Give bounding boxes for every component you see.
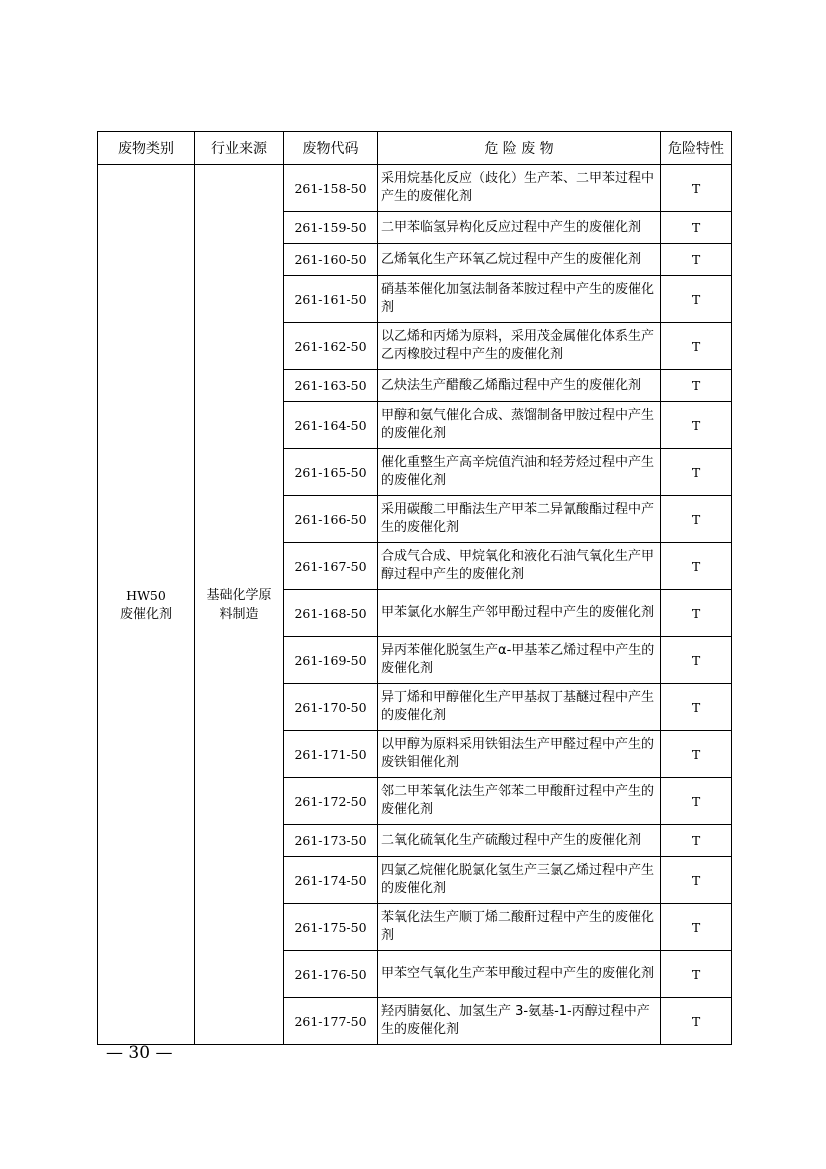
page-number: — 30 — (106, 1043, 173, 1063)
hazard-property-cell: T (661, 402, 732, 449)
industry-source-line: 料制造 (219, 606, 259, 622)
waste-category-name: 废催化剂 (119, 606, 172, 622)
hazard-property-cell: T (661, 244, 732, 276)
header-hazardous-waste: 危 险 废 物 (378, 132, 661, 165)
waste-code-cell: 261-159-50 (284, 212, 378, 244)
header-waste-code: 废物代码 (284, 132, 378, 165)
waste-description-cell: 采用烷基化反应（歧化）生产苯、二甲苯过程中产生的废催化剂 (378, 165, 661, 212)
waste-description-cell: 苯氧化法生产顺丁烯二酸酐过程中产生的废催化剂 (378, 904, 661, 951)
waste-code-cell: 261-168-50 (284, 590, 378, 637)
waste-description-cell: 合成气合成、甲烷氧化和液化石油气氧化生产甲醇过程中产生的废催化剂 (378, 543, 661, 590)
waste-description-cell: 以乙烯和丙烯为原料，采用茂金属催化体系生产乙丙橡胶过程中产生的废催化剂 (378, 323, 661, 370)
waste-description-cell: 甲苯氯化水解生产邻甲酚过程中产生的废催化剂 (378, 590, 661, 637)
hazard-property-cell: T (661, 590, 732, 637)
waste-code-cell: 261-163-50 (284, 370, 378, 402)
waste-description-cell: 邻二甲苯氧化法生产邻苯二甲酸酐过程中产生的废催化剂 (378, 778, 661, 825)
waste-category-code: HW50 (126, 587, 166, 603)
waste-code-cell: 261-161-50 (284, 276, 378, 323)
waste-code-cell: 261-167-50 (284, 543, 378, 590)
waste-code-cell: 261-169-50 (284, 637, 378, 684)
waste-code-cell: 261-175-50 (284, 904, 378, 951)
industry-source-cell (195, 165, 284, 1045)
waste-code-cell: 261-176-50 (284, 951, 378, 998)
header-industry-source: 行业来源 (195, 132, 284, 165)
waste-code-cell: 261-158-50 (284, 165, 378, 212)
waste-code-cell: 261-177-50 (284, 998, 378, 1045)
waste-category-cell (98, 165, 195, 1045)
hazard-property-cell: T (661, 496, 732, 543)
header-waste-category: 废物类别 (98, 132, 195, 165)
header-hazard-property: 危险特性 (661, 132, 732, 165)
hazard-property-cell: T (661, 951, 732, 998)
waste-description-cell: 硝基苯催化加氢法制备苯胺过程中产生的废催化剂 (378, 276, 661, 323)
hazard-property-cell: T (661, 731, 732, 778)
hazard-property-cell: T (661, 857, 732, 904)
waste-description-cell: 四氯乙烷催化脱氯化氢生产三氯乙烯过程中产生的废催化剂 (378, 857, 661, 904)
hazard-property-cell: T (661, 637, 732, 684)
waste-description-cell: 采用碳酸二甲酯法生产甲苯二异氰酸酯过程中产生的废催化剂 (378, 496, 661, 543)
hazard-property-cell: T (661, 684, 732, 731)
waste-code-cell: 261-165-50 (284, 449, 378, 496)
waste-code-cell: 261-172-50 (284, 778, 378, 825)
hazard-property-cell: T (661, 165, 732, 212)
waste-description-cell: 异丁烯和甲醇催化生产甲基叔丁基醚过程中产生的废催化剂 (378, 684, 661, 731)
waste-code-cell: 261-166-50 (284, 496, 378, 543)
waste-description-cell: 甲醇和氨气催化合成、蒸馏制备甲胺过程中产生的废催化剂 (378, 402, 661, 449)
hazard-property-cell: T (661, 449, 732, 496)
hazard-property-cell: T (661, 778, 732, 825)
hazard-property-cell: T (661, 998, 732, 1045)
waste-description-cell: 乙烯氧化生产环氧乙烷过程中产生的废催化剂 (378, 244, 661, 276)
hazard-property-cell: T (661, 370, 732, 402)
waste-description-cell: 羟丙腈氨化、加氢生产 3-氨基-1-丙醇过程中产生的废催化剂 (378, 998, 661, 1045)
hazard-property-cell: T (661, 323, 732, 370)
waste-description-cell: 以甲醇为原料采用铁钼法生产甲醛过程中产生的废铁钼催化剂 (378, 731, 661, 778)
hazard-property-cell: T (661, 543, 732, 590)
hazard-property-cell: T (661, 825, 732, 857)
hazard-property-cell: T (661, 212, 732, 244)
waste-code-cell: 261-164-50 (284, 402, 378, 449)
waste-code-cell: 261-170-50 (284, 684, 378, 731)
waste-code-cell: 261-160-50 (284, 244, 378, 276)
waste-description-cell: 异丙苯催化脱氢生产α-甲基苯乙烯过程中产生的废催化剂 (378, 637, 661, 684)
waste-description-cell: 催化重整生产高辛烷值汽油和轻芳烃过程中产生的废催化剂 (378, 449, 661, 496)
waste-description-cell: 甲苯空气氧化生产苯甲酸过程中产生的废催化剂 (378, 951, 661, 998)
hazard-property-cell: T (661, 904, 732, 951)
waste-description-cell: 乙炔法生产醋酸乙烯酯过程中产生的废催化剂 (378, 370, 661, 402)
waste-code-cell: 261-173-50 (284, 825, 378, 857)
industry-source-line: 基础化学原 (206, 587, 272, 603)
waste-code-cell: 261-174-50 (284, 857, 378, 904)
table-row (98, 165, 732, 212)
hazardous-waste-table (97, 131, 732, 1045)
hazard-property-cell: T (661, 276, 732, 323)
waste-code-cell: 261-171-50 (284, 731, 378, 778)
waste-code-cell: 261-162-50 (284, 323, 378, 370)
table-header-row (98, 132, 732, 165)
waste-description-cell: 二氧化硫氧化生产硫酸过程中产生的废催化剂 (378, 825, 661, 857)
waste-description-cell: 二甲苯临氢异构化反应过程中产生的废催化剂 (378, 212, 661, 244)
